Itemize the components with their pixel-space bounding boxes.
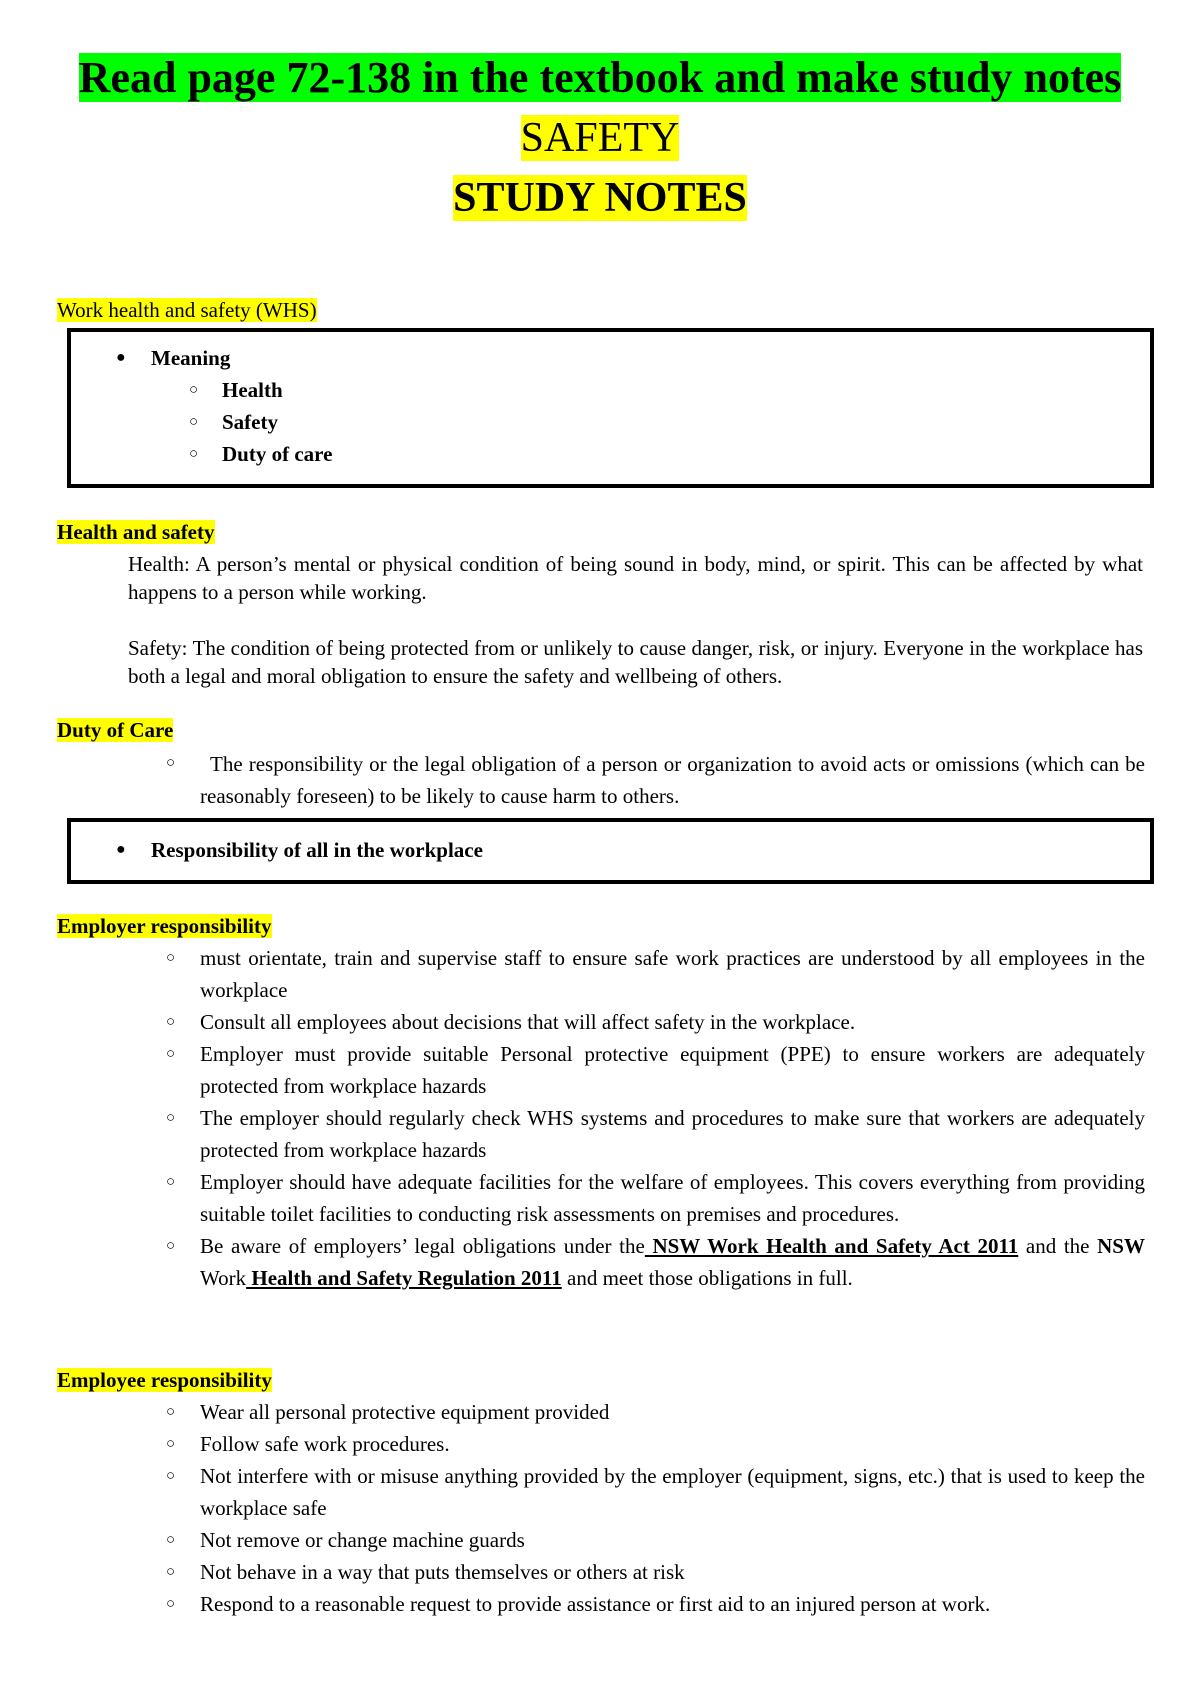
bullet-circle-icon: ○ [189, 382, 199, 398]
bullet-circle-icon: ○ [166, 1014, 176, 1030]
employer-heading [57, 914, 272, 939]
list-item: ○ Follow safe work procedures. [0, 1428, 1145, 1460]
bullet-circle-icon: ○ [166, 755, 176, 771]
box-item-meaning: Meaning [151, 346, 231, 370]
health-safety-heading-text: Health and safety [57, 520, 215, 544]
duty-of-care-heading-text: Duty of Care [57, 718, 174, 742]
list-item: ○ Be aware of employers’ legal obligations under the NSW Work Health and Safety Act 2011 and the NSW Work Health and Safety Regulation 2011 and meet those obligations in full. [0, 1230, 1145, 1294]
bullet-circle-icon: ○ [166, 1174, 176, 1190]
duty-of-care-text: The responsibility or the legal obligation of a person or organization to avoid acts or omissions (which can be reasonably foreseen) to be likely to cause harm to others. [200, 752, 1145, 808]
box-subitem-duty-of-care: Duty of care [222, 442, 333, 466]
employee-heading [57, 1368, 272, 1393]
subtitle-study-notes [0, 174, 1200, 222]
safety-definition: Safety: The condition of being protected from or unlikely to cause danger, risk, or injury. Everyone in the workplace has both a legal and moral obligation to ensure the safety and wellbeing of others. [128, 636, 1143, 688]
bullet-circle-icon: ○ [166, 1110, 176, 1126]
list-item: ○ The employer should regularly check WHS systems and procedures to make sure that workers are adequately protected from workplace hazards [0, 1102, 1145, 1166]
bullet-circle-icon: ○ [166, 1436, 176, 1452]
bullet-circle-icon: ○ [166, 1238, 176, 1254]
list-item: ○ Not remove or change machine guards [0, 1524, 1145, 1556]
list-item: ○ Not interfere with or misuse anything provided by the employer (equipment, signs, etc.) that is used to keep the workplace safe [0, 1460, 1145, 1524]
box-subitem-health: Health [222, 378, 283, 402]
list-item: ○ Employer must provide suitable Personal protective equipment (PPE) to ensure workers are adequately protected from workplace hazards [0, 1038, 1145, 1102]
list-item: ○ Not behave in a way that puts themselves or others at risk [0, 1556, 1145, 1588]
bullet-circle-icon: ○ [189, 446, 199, 462]
list-item: ○ must orientate, train and supervise staff to ensure safe work practices are understood by all employees in the workplace [0, 942, 1145, 1006]
bullet-circle-icon: ○ [166, 950, 176, 966]
whs-heading-text: Work health and safety (WHS) [57, 298, 317, 322]
employer-list [0, 942, 1200, 1294]
health-definition: Health: A person’s mental or physical condition of being sound in body, mind, or spirit. This can be affected by what happens to a person while working. [128, 552, 1143, 604]
employer-heading-text: Employer responsibility [57, 914, 272, 938]
list-item: ○ Employer should have adequate facilities for the welfare of employees. This covers everything from providing suitable toilet facilities to conducting risk assessments on premises and procedures. [0, 1166, 1145, 1230]
bullet-dot-icon: ● [116, 349, 126, 366]
duty-of-care-heading [57, 718, 173, 743]
title-line-2: SAFETY [520, 115, 680, 161]
employee-list [0, 1396, 1200, 1620]
title-line-1: Read page 72-138 in the textbook and make study notes [78, 53, 1122, 102]
bullet-circle-icon: ○ [166, 1046, 176, 1062]
whs-act-link[interactable]: NSW Work Health and Safety Act 2011 [644, 1234, 1019, 1258]
list-item: ○ Respond to a reasonable request to provide assistance or first aid to an injured person at work. [0, 1588, 1145, 1620]
list-item: ○ Consult all employees about decisions that will affect safety in the workplace. [0, 1006, 1145, 1038]
bullet-circle-icon: ○ [189, 414, 199, 430]
bullet-dot-icon: ● [116, 841, 126, 858]
bullet-circle-icon: ○ [166, 1532, 176, 1548]
box-subitem-safety: Safety [222, 410, 278, 434]
health-safety-heading [57, 520, 215, 545]
box-item-responsibility: Responsibility of all in the workplace [151, 838, 483, 862]
whs-heading [57, 298, 317, 323]
page-title [0, 52, 1200, 104]
list-item: ○ Wear all personal protective equipment provided [0, 1396, 1145, 1428]
title-line-3: STUDY NOTES [453, 175, 747, 221]
bullet-circle-icon: ○ [166, 1468, 176, 1484]
bullet-circle-icon: ○ [166, 1596, 176, 1612]
employee-heading-text: Employee responsibility [57, 1368, 272, 1392]
subtitle-safety [0, 114, 1200, 162]
whs-regulation-link[interactable]: Health and Safety Regulation 2011 [246, 1266, 562, 1290]
bullet-circle-icon: ○ [166, 1564, 176, 1580]
bullet-circle-icon: ○ [166, 1404, 176, 1420]
